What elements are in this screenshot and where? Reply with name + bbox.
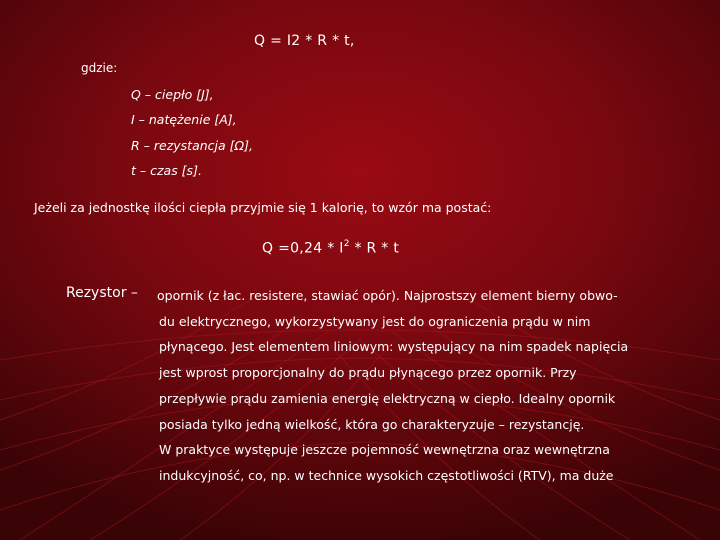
definition-q: Q – ciepło [J], bbox=[131, 87, 214, 102]
paragraph-line: posiada tylko jedną wielkość, która go charakteryzuje – rezystancję. bbox=[159, 416, 585, 432]
paragraph-line: jest wprost proporcjonalny do prądu płynącego przez opornik. Przy bbox=[159, 365, 577, 381]
resistor-term: Rezystor – bbox=[66, 285, 138, 301]
heat-formula: Q = I2 * R * t, bbox=[254, 33, 355, 49]
paragraph-line: indukcyjność, co, np. w technice wysokich częstotliwości (RTV), ma duże bbox=[159, 467, 614, 483]
paragraph-line: płynącego. Jest elementem liniowym: występujący na nim spadek napięcia bbox=[159, 339, 629, 355]
paragraph-line: przepływie prądu zamienia energię elektryczną w ciepło. Idealny opornik bbox=[159, 390, 616, 406]
calorie-formula bbox=[262, 240, 399, 257]
definition-t: t – czas [s]. bbox=[131, 163, 202, 178]
calorie-formula-left: Q =0,24 * I bbox=[262, 240, 344, 257]
resistor-definition-paragraph bbox=[159, 283, 628, 489]
where-label: gdzie: bbox=[81, 61, 118, 75]
paragraph-line: W praktyce występuje jeszcze pojemność wewnętrzna oraz wewnętrzna bbox=[159, 442, 610, 458]
paragraph-line: du elektrycznego, wykorzystywany jest do ograniczenia prądu w nim bbox=[159, 313, 591, 329]
calorie-formula-exponent: 2 bbox=[343, 239, 350, 249]
definition-r: R – rezystancja [Ω], bbox=[131, 138, 253, 153]
paragraph-line: opornik (z łac. resistere, stawiać opór). Najprostszy element bierny obwo- bbox=[157, 288, 618, 303]
calorie-intro-text: Jeżeli za jednostkę ilości ciepła przyjmie się 1 kalorię, to wzór ma postać: bbox=[34, 200, 492, 215]
calorie-formula-right: * R * t bbox=[349, 240, 400, 257]
definition-i: I – natężenie [A], bbox=[131, 112, 237, 127]
